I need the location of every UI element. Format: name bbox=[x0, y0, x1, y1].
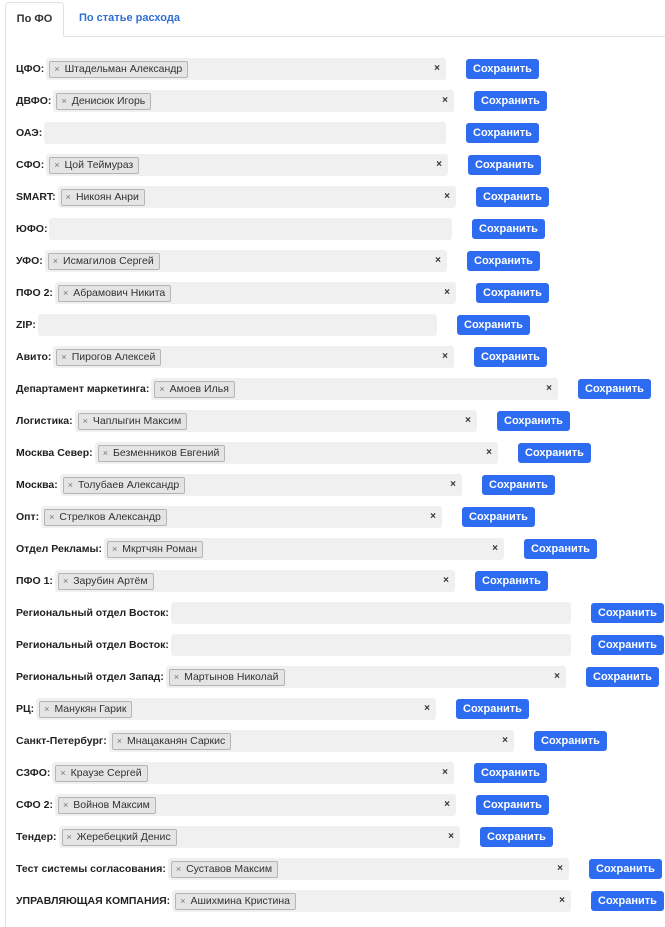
clear-selection-icon[interactable]: × bbox=[486, 447, 492, 458]
save-button[interactable]: Сохранить bbox=[474, 347, 547, 367]
fo-row bbox=[16, 90, 454, 112]
selected-user-name: Пирогов Алексей bbox=[71, 351, 156, 363]
fo-row-label: Отдел Рекламы: bbox=[16, 543, 102, 555]
fo-row bbox=[16, 890, 571, 912]
selected-user-name: Жеребецкий Денис bbox=[76, 831, 171, 843]
remove-chip-icon[interactable]: × bbox=[67, 480, 74, 490]
fo-row-label: ОАЭ: bbox=[16, 127, 43, 139]
fo-row bbox=[16, 506, 442, 528]
responsible-select[interactable] bbox=[55, 570, 455, 592]
remove-chip-icon[interactable]: × bbox=[173, 672, 180, 682]
selected-user-chip bbox=[107, 541, 203, 558]
clear-selection-icon[interactable]: × bbox=[442, 767, 448, 778]
clear-selection-icon[interactable]: × bbox=[502, 735, 508, 746]
remove-chip-icon[interactable]: × bbox=[54, 64, 60, 74]
fo-row bbox=[16, 730, 514, 752]
selected-user-chip bbox=[62, 829, 177, 846]
save-button[interactable]: Сохранить bbox=[586, 667, 659, 687]
selected-user-chip bbox=[61, 189, 145, 206]
remove-chip-icon[interactable]: × bbox=[159, 384, 165, 394]
fo-row bbox=[16, 410, 477, 432]
save-button[interactable]: Сохранить bbox=[480, 827, 553, 847]
fo-row-label: Санкт-Петербург: bbox=[16, 735, 107, 747]
fo-row bbox=[16, 282, 456, 304]
selected-user-chip bbox=[154, 381, 235, 398]
fo-row-label: ПФО 2: bbox=[16, 287, 53, 299]
save-button[interactable]: Сохранить bbox=[456, 699, 529, 719]
selected-user-name: Никоян Анри bbox=[75, 191, 139, 203]
responsible-select[interactable] bbox=[151, 378, 558, 400]
selected-user-chip bbox=[58, 797, 156, 814]
selected-user-chip bbox=[58, 285, 171, 302]
selected-user-name: Суставов Максим bbox=[186, 863, 273, 875]
save-button[interactable]: Сохранить bbox=[474, 763, 547, 783]
fo-row bbox=[16, 826, 460, 848]
selected-user-name: Денисюк Игорь bbox=[71, 95, 146, 107]
clear-selection-icon[interactable]: × bbox=[465, 415, 471, 426]
fo-row bbox=[16, 762, 454, 784]
fo-row-label: Тест системы согласования: bbox=[16, 863, 166, 875]
selected-user-chip bbox=[169, 669, 285, 686]
fo-row bbox=[16, 186, 456, 208]
selected-user-name: Ашихмина Кристина bbox=[190, 895, 291, 907]
responsible-select[interactable] bbox=[52, 762, 454, 784]
remove-chip-icon[interactable]: × bbox=[116, 736, 123, 746]
selected-user-name: Зарубин Артём bbox=[73, 575, 148, 587]
fo-row bbox=[16, 250, 447, 272]
fo-row-label: УПРАВЛЯЮЩАЯ КОМПАНИЯ: bbox=[16, 895, 171, 907]
selected-user-chip bbox=[112, 733, 231, 750]
fo-row bbox=[16, 58, 446, 80]
selected-user-chip bbox=[171, 861, 278, 878]
responsible-select[interactable] bbox=[53, 90, 454, 112]
fo-row-label: Тендер: bbox=[16, 831, 57, 843]
fo-row bbox=[16, 474, 462, 496]
selected-user-chip bbox=[49, 61, 188, 78]
fo-row-label: Региональный отдел Восток: bbox=[16, 607, 169, 619]
remove-chip-icon[interactable]: × bbox=[180, 896, 186, 906]
fo-row-label: Авито: bbox=[16, 351, 52, 363]
clear-selection-icon[interactable]: × bbox=[444, 799, 450, 810]
remove-chip-icon[interactable]: × bbox=[82, 416, 88, 426]
fo-row-label: Департамент маркетинга: bbox=[16, 383, 150, 395]
fo-row-label: ДВФО: bbox=[16, 95, 52, 107]
fo-row-label: ЦФО: bbox=[16, 63, 45, 75]
save-button[interactable]: Сохранить bbox=[462, 507, 535, 527]
tab-bar bbox=[0, 0, 665, 37]
remove-chip-icon[interactable]: × bbox=[62, 576, 69, 586]
save-button[interactable]: Сохранить bbox=[475, 571, 548, 591]
selected-user-name: Мартынов Николай bbox=[184, 671, 279, 683]
fo-row bbox=[16, 218, 452, 240]
responsible-select[interactable] bbox=[104, 538, 504, 560]
fo-row bbox=[16, 858, 569, 880]
responsible-select[interactable] bbox=[36, 698, 436, 720]
responsible-select[interactable] bbox=[171, 602, 571, 624]
selected-user-name: Мкртчян Роман bbox=[122, 543, 198, 555]
tab-by-fo[interactable]: По ФО bbox=[5, 2, 64, 37]
fo-row bbox=[16, 346, 454, 368]
clear-selection-icon[interactable]: × bbox=[434, 63, 440, 74]
fo-row bbox=[16, 570, 455, 592]
save-button[interactable]: Сохранить bbox=[534, 731, 607, 751]
responsible-select[interactable] bbox=[75, 410, 477, 432]
selected-user-chip bbox=[98, 445, 226, 462]
remove-chip-icon[interactable]: × bbox=[44, 704, 50, 714]
selected-user-name: Войнов Максим bbox=[73, 799, 150, 811]
save-button[interactable]: Сохранить bbox=[457, 315, 530, 335]
responsible-select[interactable] bbox=[44, 122, 446, 144]
save-button[interactable]: Сохранить bbox=[466, 123, 539, 143]
save-button[interactable]: Сохранить bbox=[476, 795, 549, 815]
responsible-select[interactable] bbox=[53, 346, 454, 368]
tab-panel-by-fo bbox=[5, 37, 665, 927]
remove-chip-icon[interactable]: × bbox=[62, 800, 69, 810]
selected-user-name: Мнацаканян Саркис bbox=[127, 735, 226, 747]
fo-row-label: Логистика: bbox=[16, 415, 73, 427]
fo-row bbox=[16, 314, 437, 336]
fo-row bbox=[16, 698, 436, 720]
selected-user-chip bbox=[55, 765, 147, 782]
clear-selection-icon[interactable]: × bbox=[559, 895, 565, 906]
clear-selection-icon[interactable]: × bbox=[424, 703, 430, 714]
responsible-select[interactable] bbox=[109, 730, 514, 752]
selected-user-chip bbox=[44, 509, 167, 526]
responsible-select[interactable] bbox=[38, 314, 437, 336]
clear-selection-icon[interactable]: × bbox=[546, 383, 552, 394]
fo-row-label: Региональный отдел Запад: bbox=[16, 671, 164, 683]
responsible-select[interactable] bbox=[59, 826, 461, 848]
remove-chip-icon[interactable]: × bbox=[49, 512, 55, 522]
save-button[interactable]: Сохранить bbox=[476, 283, 549, 303]
fo-row-label: ПФО 1: bbox=[16, 575, 53, 587]
remove-chip-icon[interactable]: × bbox=[65, 192, 71, 202]
selected-user-name: Краузе Сергей bbox=[70, 767, 142, 779]
save-button[interactable]: Сохранить bbox=[578, 379, 651, 399]
clear-selection-icon[interactable]: × bbox=[443, 575, 449, 586]
remove-chip-icon[interactable]: × bbox=[111, 544, 118, 554]
clear-selection-icon[interactable]: × bbox=[448, 831, 454, 842]
save-button[interactable]: Сохранить bbox=[589, 859, 662, 879]
clear-selection-icon[interactable]: × bbox=[442, 351, 448, 362]
fo-row bbox=[16, 794, 456, 816]
fo-row-label: Москва Север: bbox=[16, 447, 93, 459]
selected-user-chip bbox=[175, 893, 296, 910]
responsible-select[interactable] bbox=[55, 282, 456, 304]
save-button[interactable]: Сохранить bbox=[518, 443, 591, 463]
fo-row-label: Региональный отдел Восток: bbox=[16, 639, 169, 651]
save-button[interactable]: Сохранить bbox=[468, 155, 541, 175]
selected-user-chip bbox=[58, 573, 154, 590]
responsible-select[interactable] bbox=[46, 58, 446, 80]
fo-row bbox=[16, 442, 498, 464]
responsible-select[interactable] bbox=[95, 442, 498, 464]
save-button[interactable]: Сохранить bbox=[472, 219, 545, 239]
save-button[interactable]: Сохранить bbox=[591, 635, 664, 655]
remove-chip-icon[interactable]: × bbox=[61, 96, 67, 106]
fo-row bbox=[16, 666, 566, 688]
fo-row bbox=[16, 538, 504, 560]
selected-user-name: Штадельман Александр bbox=[64, 63, 183, 75]
responsible-select[interactable] bbox=[166, 666, 566, 688]
save-button[interactable]: Сохранить bbox=[497, 411, 570, 431]
responsible-select[interactable] bbox=[55, 794, 456, 816]
save-button[interactable]: Сохранить bbox=[476, 187, 549, 207]
clear-selection-icon[interactable]: × bbox=[430, 511, 436, 522]
tab-by-expense-item[interactable]: По статье расхода bbox=[79, 12, 180, 24]
fo-row-label: УФО: bbox=[16, 255, 43, 267]
save-button[interactable]: Сохранить bbox=[467, 251, 540, 271]
selected-user-name: Безменников Евгений bbox=[112, 447, 220, 459]
selected-user-chip bbox=[48, 253, 160, 270]
selected-user-chip bbox=[56, 93, 151, 110]
fo-row-label: СФО 2: bbox=[16, 799, 53, 811]
clear-selection-icon[interactable]: × bbox=[450, 479, 456, 490]
fo-row-label: ZIP: bbox=[16, 319, 36, 331]
responsible-select[interactable] bbox=[171, 634, 571, 656]
selected-user-name: Манукян Гарик bbox=[54, 703, 127, 715]
clear-selection-icon[interactable]: × bbox=[557, 863, 563, 874]
fo-row bbox=[16, 378, 558, 400]
selected-user-name: Чаплыгин Максим bbox=[92, 415, 182, 427]
selected-user-name: Исмагилов Сергей bbox=[63, 255, 154, 267]
remove-chip-icon[interactable]: × bbox=[60, 768, 66, 778]
responsible-select[interactable] bbox=[46, 154, 448, 176]
clear-selection-icon[interactable]: × bbox=[442, 95, 448, 106]
fo-row-label: РЦ: bbox=[16, 703, 35, 715]
remove-chip-icon[interactable]: × bbox=[62, 288, 69, 298]
remove-chip-icon[interactable]: × bbox=[66, 832, 72, 842]
remove-chip-icon[interactable]: × bbox=[54, 160, 60, 170]
fo-row bbox=[16, 122, 446, 144]
clear-selection-icon[interactable]: × bbox=[444, 191, 450, 202]
save-button[interactable]: Сохранить bbox=[482, 475, 555, 495]
remove-chip-icon[interactable]: × bbox=[52, 256, 59, 266]
save-button[interactable]: Сохранить bbox=[591, 603, 664, 623]
save-button[interactable]: Сохранить bbox=[524, 539, 597, 559]
fo-row-label: Опт: bbox=[16, 511, 40, 523]
selected-user-chip bbox=[49, 157, 139, 174]
clear-selection-icon[interactable]: × bbox=[436, 159, 442, 170]
selected-user-name: Абрамович Никита bbox=[73, 287, 166, 299]
selected-user-chip bbox=[39, 701, 132, 718]
fo-row-label: SMART: bbox=[16, 191, 56, 203]
fo-row-label: Москва: bbox=[16, 479, 58, 491]
responsible-select[interactable] bbox=[172, 890, 571, 912]
responsible-select[interactable] bbox=[45, 250, 447, 272]
selected-user-name: Цой Теймураз bbox=[64, 159, 134, 171]
responsible-select[interactable] bbox=[41, 506, 442, 528]
clear-selection-icon[interactable]: × bbox=[554, 671, 560, 682]
save-button[interactable]: Сохранить bbox=[591, 891, 664, 911]
selected-user-name: Амоев Илья bbox=[169, 383, 229, 395]
clear-selection-icon[interactable]: × bbox=[492, 543, 498, 554]
remove-chip-icon[interactable]: × bbox=[175, 864, 182, 874]
fo-row bbox=[16, 602, 571, 624]
clear-selection-icon[interactable]: × bbox=[435, 255, 441, 266]
remove-chip-icon[interactable]: × bbox=[61, 352, 67, 362]
responsible-select[interactable] bbox=[168, 858, 569, 880]
fo-row-label: СЗФО: bbox=[16, 767, 51, 779]
fo-row bbox=[16, 154, 448, 176]
responsible-select[interactable] bbox=[49, 218, 452, 240]
selected-user-chip bbox=[78, 413, 188, 430]
save-button[interactable]: Сохранить bbox=[474, 91, 547, 111]
selected-user-name: Стрелков Александр bbox=[59, 511, 161, 523]
fo-row-label: СФО: bbox=[16, 159, 45, 171]
selected-user-chip bbox=[56, 349, 161, 366]
remove-chip-icon[interactable]: × bbox=[102, 448, 108, 458]
clear-selection-icon[interactable]: × bbox=[444, 287, 450, 298]
responsible-select[interactable] bbox=[58, 186, 456, 208]
selected-user-name: Толубаев Александр bbox=[78, 479, 180, 491]
save-button[interactable]: Сохранить bbox=[466, 59, 539, 79]
selected-user-chip bbox=[63, 477, 185, 494]
fo-row-label: ЮФО: bbox=[16, 223, 48, 235]
responsible-select[interactable] bbox=[60, 474, 462, 496]
fo-row bbox=[16, 634, 571, 656]
